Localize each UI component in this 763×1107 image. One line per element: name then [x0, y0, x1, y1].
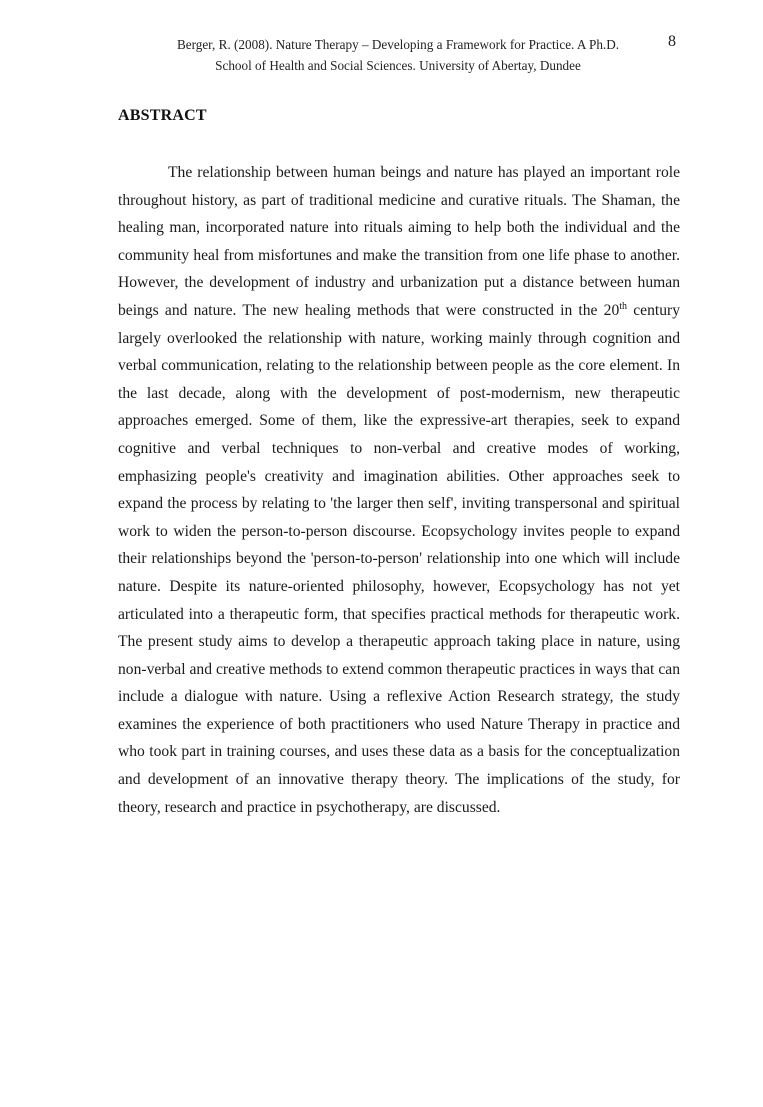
ordinal-superscript: th — [619, 300, 628, 312]
section-heading: ABSTRACT — [118, 107, 207, 124]
abstract-text-part2: century largely overlooked the relationship with nature, working mainly through cognition and verbal communication, relating to the relationship between people as the core element. In the last decade, along with the development of post-modernism, new therapeutic approaches emerged. Some of them, like the expressive-art therapies, seek to expand cognitive and verbal techniques to non-verbal and creative modes of working, emphasizing people's creativity and imagination abilities. Other approaches seek to expand the process by relating to 'the larger then self', inviting transpersonal and spiritual work to widen the person-to-person discourse. Ecopsychology invites people to expand their relationships beyond the 'person-to-person' relationship into one which will include nature. Despite its nature-oriented philosophy, however, Ecopsychology has not yet articulated into a therapeutic form, that specifies practical methods for therapeutic work. The present study aims to develop a therapeutic approach taking place in nature, using non-verbal and creative methods to extend common therapeutic practices in ways that can include a dialogue with nature. Using a reflexive Action Research strategy, the study examines the experience of both practitioners who used Nature Therapy in practice and who took part in training courses, and uses these data as a basis for the conceptualization and development of an innovative therapy theory. The implications of the study, for theory, research and practice in psychotherapy, are discussed. — [118, 301, 680, 816]
header-institution-line: School of Health and Social Sciences. University of Abertay, Dundee — [215, 58, 581, 73]
running-header — [118, 34, 678, 76]
header-citation-line: Berger, R. (2008). Nature Therapy – Developing a Framework for Practice. A Ph.D. — [176, 37, 620, 52]
abstract-paragraph — [118, 159, 680, 821]
abstract-text-part1: The relationship between human beings and nature has played an important role throughout history, as part of traditional medicine and curative rituals. The Shaman, the healing man, incorporated nature into rituals aiming to help both the individual and the community heal from misfortunes and make the transition from one life phase to another. However, the development of industry and urbanization put a distance between human beings and nature. The new healing methods that were constructed in the 20 — [118, 164, 680, 319]
page-number: 8 — [668, 33, 676, 50]
